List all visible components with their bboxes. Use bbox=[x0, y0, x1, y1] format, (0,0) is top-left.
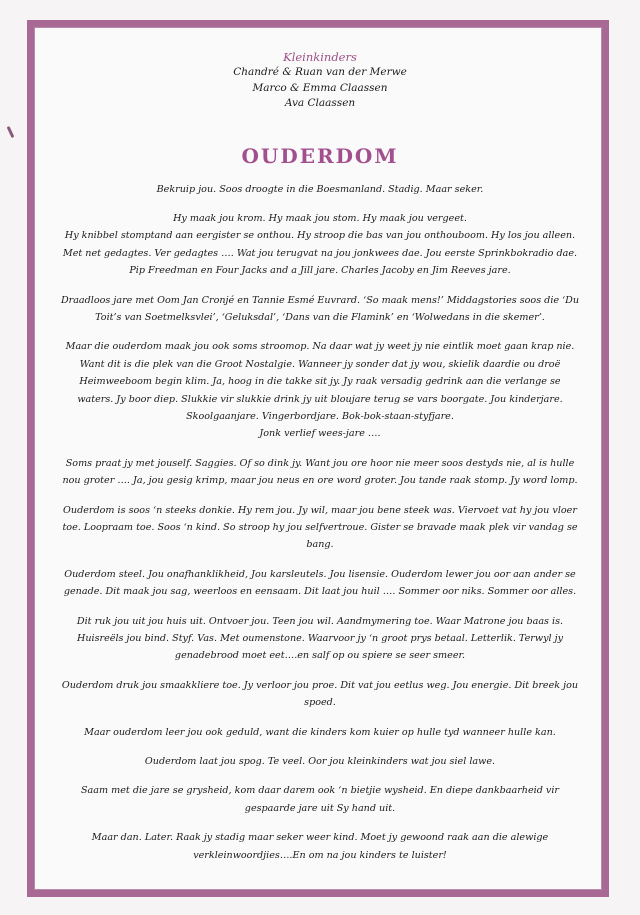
paragraph bbox=[52, 613, 588, 665]
text-line: Maar die ouderdom maak jou ook soms stroomop. Na daar wat jy weet jy nie eintlik moet gaan krap nie. bbox=[65, 341, 575, 353]
text-line: Want dit is die plek van die Groot Nostalgie. Wanneer jy sonder dat jy wou, skielik daardie ou droë bbox=[79, 358, 561, 370]
text-line: waters. Jy boor diep. Slukkie vir slukkie drink jy uit bloujare terug se vars boorgate. Jou kinderjare. bbox=[77, 393, 563, 405]
text-line: Heimweeboom begin klim. Ja, hoog in die takke sit jy. Jy raak versadig gedrink aan die verlange se bbox=[79, 376, 561, 388]
text-line: Maar ouderdom leer jou ook geduld, want die kinders kom kuier op hulle tyd wanneer hulle kan. bbox=[84, 726, 556, 738]
paragraph bbox=[52, 677, 588, 712]
paragraph bbox=[52, 181, 588, 198]
text-line: Ouderdom steel. Jou onafhanklikheid, Jou karsleutels. Jou lisensie. Ouderdom lewer jou oor aan ander se bbox=[64, 568, 576, 580]
text-line: Toit’s van Soetmelksvlei’, ‘Geluksdal’, ‘Dans van die Flamink’ en ‘Wolwedans in die skemer’. bbox=[95, 311, 545, 323]
text-line: Saam met die jare se grysheid, kom daar darem ook ‘n bietjie wysheid. En diepe dankbaarheid vir bbox=[80, 785, 559, 797]
paragraph bbox=[52, 782, 588, 817]
grandchildren-name: Ava Claassen bbox=[284, 97, 356, 109]
poem-text bbox=[52, 181, 588, 865]
text-line: bang. bbox=[306, 539, 334, 551]
paragraph bbox=[52, 210, 588, 280]
text-line: Maar dan. Later. Raak jy stadig maar seker weer kind. Moet jy gewoond raak aan die alewige bbox=[91, 832, 549, 844]
grandchildren-name: Marco & Emma Claassen bbox=[252, 81, 388, 94]
text-line: genade. Dit maak jou sag, weerloos en eensaam. Dit laat jou huil …. Sommer oor niks. Sommer oor alles. bbox=[63, 586, 577, 598]
pen-mark bbox=[7, 126, 15, 138]
text-line: Huisreëls jou bind. Styf. Vas. Met oumenstone. Waarvoor jy ‘n groot prys betaal. Letterlik. Terwyl jy bbox=[77, 633, 563, 645]
paragraph bbox=[52, 292, 588, 327]
text-line: Dit ruk jou uit jou huis uit. Ontvoer jou. Teen jou wil. Aandmymering toe. Waar Matrone jou baas is. bbox=[76, 615, 564, 627]
text-line: genadebrood moet eet….en salf op ou spiere se seer smeer. bbox=[174, 650, 466, 662]
paragraph bbox=[52, 753, 588, 770]
text-line: nou groter …. Ja, jou gesig krimp, maar jou neus en ore word groter. Jou tande raak stomp. Jy word lomp. bbox=[62, 475, 578, 487]
text-line: Ouderdom is soos ‘n steeks donkie. Hy rem jou. Jy wil, maar jou bene steek was. Viervoet vat hy jou vloer bbox=[63, 504, 577, 516]
paragraph bbox=[52, 566, 588, 601]
grandchildren-heading: Kleinkinders bbox=[283, 50, 357, 64]
text-line: Met net gedagtes. Ver gedagtes …. Wat jou terugvat na jou jonkwees dae. Jou eerste Sprinkbokradio dae. bbox=[62, 247, 578, 259]
paragraph bbox=[52, 829, 588, 864]
paragraph bbox=[52, 502, 588, 554]
grandchildren-name: Chandré & Ruan van der Merwe bbox=[233, 66, 407, 78]
text-line: Jonk verlief wees-jare …. bbox=[259, 428, 381, 440]
text-line: Skoolgaanjare. Vingerbordjare. Bok-bok-staan-styfjare. bbox=[186, 410, 454, 422]
poem-title: OUDERDOM bbox=[241, 143, 399, 168]
paragraph bbox=[52, 338, 588, 442]
text-line: Bekruip jou. Soos droogte in die Boesmanland. Stadig. Maar seker. bbox=[156, 183, 484, 195]
text-line: toe. Loopraam toe. Soos ‘n kind. So stroop hy jou selfvertroue. Gister se bravade maak plek vir vandag se bbox=[62, 522, 578, 533]
text-line: Soms praat jy met jouself. Saggies. Of so dink jy. Want jou ore hoor nie meer soos destyds nie, al is hulle bbox=[65, 457, 575, 469]
text-line: verkleinwoordjies….En om na jou kinders te luister! bbox=[193, 849, 447, 861]
document-body bbox=[52, 50, 588, 876]
text-line: Draadloos jare met Oom Jan Cronjé en Tannie Esmé Euvrard. ‘So maak mens!’ Middagstories soos die ‘Du bbox=[60, 294, 580, 306]
text-line: Ouderdom druk jou smaakkliere toe. Jy verloor jou proe. Dit vat jou eetlus weg. Jou energie. Dit breek jou bbox=[61, 679, 579, 691]
text-line: Pip Freedman en Four Jacks and a Jill jare. Charles Jacoby en Jim Reeves jare. bbox=[129, 265, 511, 277]
paragraph bbox=[52, 724, 588, 741]
text-line: Hy maak jou krom. Hy maak jou stom. Hy maak jou vergeet. bbox=[173, 212, 467, 224]
text-line: spoed. bbox=[304, 697, 336, 709]
text-line: Hy knibbel stomptand aan eergister se onthou. Hy stroop die bas van jou onthouboom. Hy los jou alleen. bbox=[64, 230, 576, 242]
text-line: Ouderdom laat jou spog. Te veel. Oor jou kleinkinders wat jou siel lawe. bbox=[144, 756, 496, 768]
text-line: gespaarde jare uit Sy hand uit. bbox=[244, 802, 396, 814]
paragraph bbox=[52, 455, 588, 490]
